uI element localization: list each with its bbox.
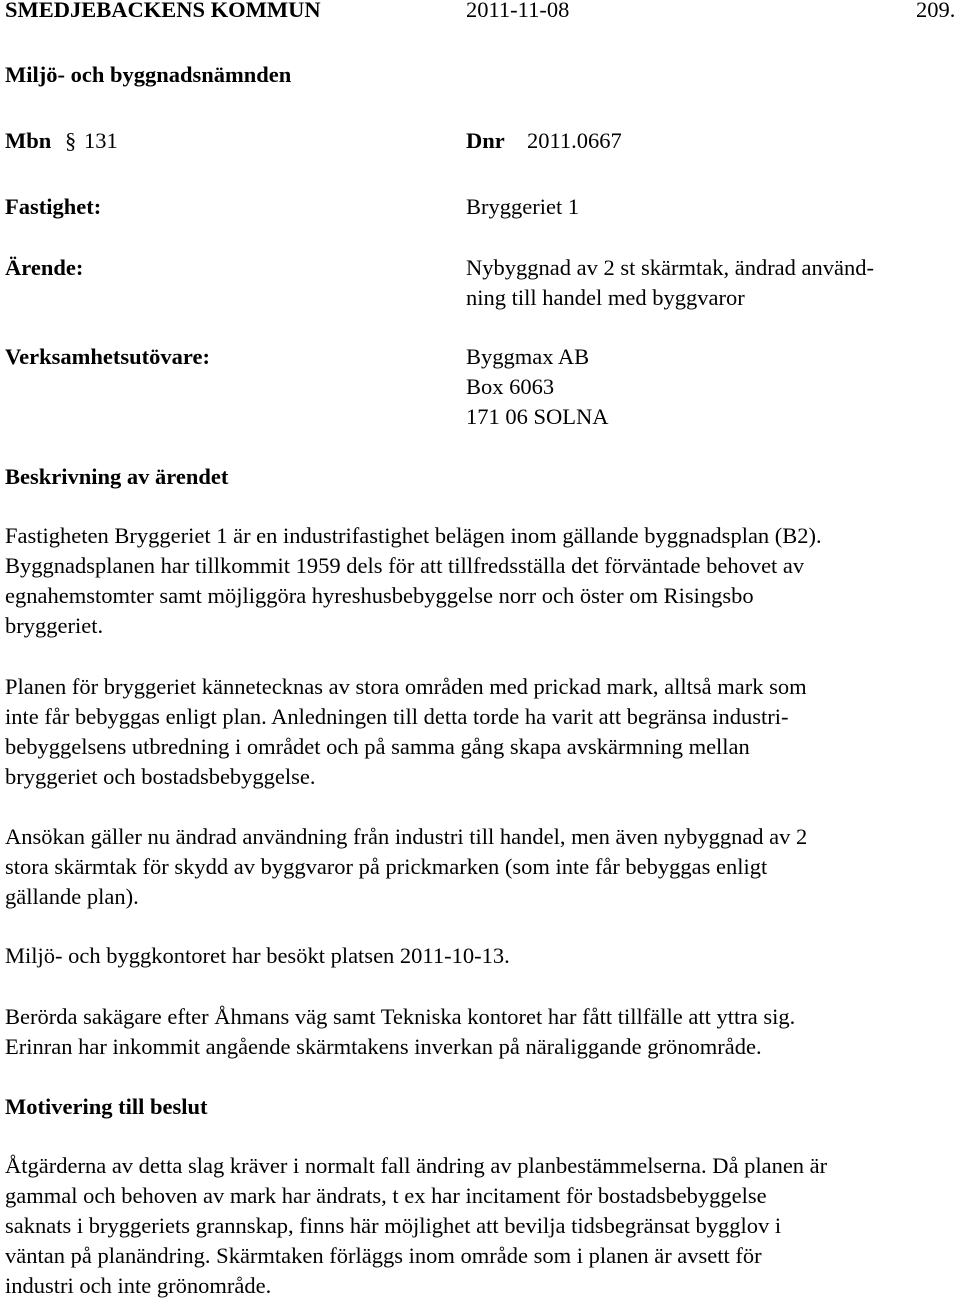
description-paragraph (5, 822, 955, 912)
paragraph-line: Miljö- och byggkontoret har besökt platsen 2011-10-13. (5, 943, 510, 968)
matter-line: ning till handel med byggvaror (466, 285, 745, 310)
matter-label: Ärende: (5, 255, 84, 280)
operator-name: Byggmax AB (466, 344, 590, 369)
paragraph-line: bryggeriet och bostadsbebyggelse. (5, 764, 316, 789)
operator-address: Box 6063 (466, 374, 555, 399)
description-heading: Beskrivning av ärendet (5, 464, 229, 489)
paragraph-line: Berörda sakägare efter Åhmans väg samt Tekniska kontoret har fått tillfälle att yttra sig. (5, 1004, 796, 1029)
committee-name: Miljö- och byggnadsnämnden (5, 62, 292, 87)
paragraph-line: Åtgärderna av detta slag kräver i normalt fall ändring av planbestämmelserna. Då planen är (5, 1153, 828, 1178)
matter-line: Nybyggnad av 2 st skärmtak, ändrad använd- (466, 255, 875, 280)
page-number: 209. (916, 0, 956, 22)
operator-postcode: 171 06 SOLNA (466, 404, 609, 429)
operator-label: Verksamhetsutövare: (5, 344, 210, 369)
meeting-date: 2011-11-08 (466, 0, 570, 22)
dnr-label: Dnr (466, 128, 505, 153)
paragraph-line: saknats i bryggeriets grannskap, finns här möjlighet att bevilja tidsbegränsat bygglov i (5, 1213, 782, 1238)
paragraph-line: Fastigheten Bryggeriet 1 är en industrifastighet belägen inom gällande byggnadsplan (B2). (5, 523, 822, 548)
paragraph-line: väntan på planändring. Skärmtaken förläggs inom område som i planen är avsett för (5, 1243, 762, 1268)
paragraph-line: gammal och behoven av mark har ändrats, t ex har incitament för bostadsbebyggelse (5, 1183, 767, 1208)
property-value: Bryggeriet 1 (466, 194, 580, 219)
paragraph-line: Ansökan gäller nu ändrad användning från industri till handel, men även nybyggnad av 2 (5, 824, 808, 849)
mbn-number: 131 (84, 128, 118, 153)
description-paragraph (5, 672, 955, 792)
paragraph-line: industri och inte grönområde. (5, 1273, 272, 1298)
paragraph-line: egnahemstomter samt möjliggöra hyreshusbebyggelse norr och öster om Risingsbo (5, 583, 754, 608)
municipality-name: SMEDJEBACKENS KOMMUN (5, 0, 321, 22)
property-label: Fastighet: (5, 194, 102, 219)
paragraph-line: bebyggelsens utbredning i området och på samma gång skapa avskärmning mellan (5, 734, 750, 759)
paragraph-line: inte får bebyggas enligt plan. Anledningen till detta torde ha varit att begränsa industri- (5, 704, 789, 729)
paragraph-line: gällande plan). (5, 884, 139, 909)
paragraph-line: Byggnadsplanen har tillkommit 1959 dels för att tillfredsställa det förväntade behovet av (5, 553, 805, 578)
motivation-paragraph (5, 1151, 955, 1301)
description-paragraph (5, 941, 955, 971)
dnr-number: 2011.0667 (527, 128, 622, 153)
paragraph-line: Planen för bryggeriet kännetecknas av stora områden med prickad mark, alltså mark som (5, 674, 807, 699)
motivation-heading: Motivering till beslut (5, 1094, 208, 1119)
section-symbol: § (65, 128, 77, 153)
paragraph-line: Erinran har inkommit angående skärmtakens inverkan på näraliggande grönområde. (5, 1034, 762, 1059)
description-paragraph (5, 521, 955, 641)
mbn-label: Mbn (5, 128, 52, 153)
description-paragraph (5, 1002, 955, 1062)
paragraph-line: bryggeriet. (5, 613, 104, 638)
paragraph-line: stora skärmtak för skydd av byggvaror på prickmarken (som inte får bebyggas enligt (5, 854, 768, 879)
